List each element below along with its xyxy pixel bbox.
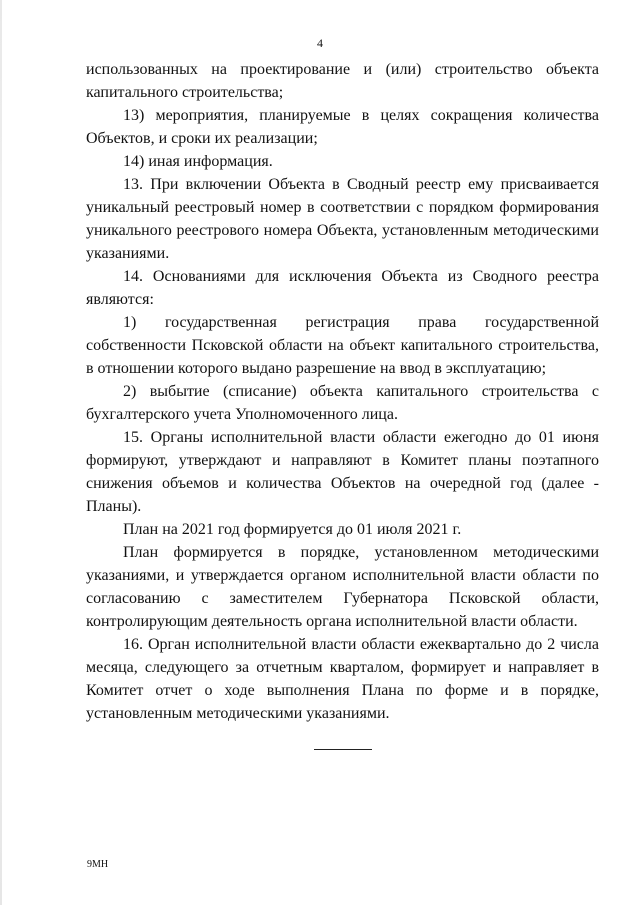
paragraph-continuation: использованных на проектирование и (или) строительство объекта капитального строительства; xyxy=(86,61,599,101)
paragraph-subitem-1: 1) государственная регистрация права государственной собственности Псковской области на объект капитального строительства, в отношении которого выдано разрешение на ввод в эксплуатацию; xyxy=(86,314,599,377)
paragraph-clause-16: 16. Орган исполнительной власти области ежеквартально до 2 числа месяца, следующего за отчетным кварталом, формирует и направляет в Комитет отчет о ходе выполнения Плана по форме и в порядке, установленным методическими указаниями. xyxy=(86,636,599,722)
paragraph-clause-14: 14. Основаниями для исключения Объекта из Сводного реестра являются: xyxy=(86,268,599,308)
paragraph-clause-15: 15. Органы исполнительной власти области ежегодно до 01 июня формируют, утверждают и направляют в Комитет планы поэтапного снижения объемов и количества Объектов на очередной год (далее - Планы). xyxy=(86,429,599,515)
paragraph-plan-2021: План на 2021 год формируется до 01 июля 2021 г. xyxy=(123,521,462,538)
paragraph-item-14: 14) иная информация. xyxy=(123,153,273,170)
footer-code: 9МН xyxy=(87,859,109,870)
paragraph-item-13: 13) мероприятия, планируемые в целях сокращения количества Объектов, и сроки их реализации; xyxy=(86,107,599,147)
scan-edge xyxy=(0,0,2,905)
paragraph-subitem-2: 2) выбытие (списание) объекта капитального строительства с бухгалтерского учета Уполномоченного лица. xyxy=(86,383,599,423)
end-separator-line xyxy=(314,749,372,750)
document-body xyxy=(86,58,599,725)
paragraph-clause-13: 13. При включении Объекта в Сводный реестр ему присваивается уникальный реестровый номер в соответствии с порядком формирования уникального реестрового номера Объекта, установленным методическими указаниями. xyxy=(86,176,599,262)
page-number: 4 xyxy=(317,36,323,50)
paragraph-plan-procedure: План формируется в порядке, установленном методическими указаниями, и утверждается органом исполнительной власти области по согласованию с заместителем Губернатора Псковской области, контролирующим деятельность органа исполнительной власти области. xyxy=(86,544,599,630)
